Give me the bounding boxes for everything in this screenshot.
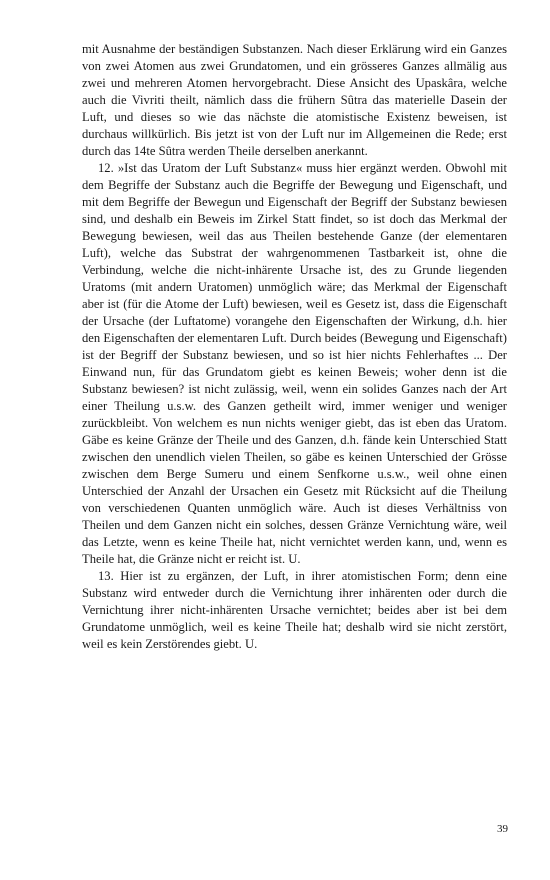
paragraph-sutra-12: 12. »Ist das Uratom der Luft Substanz« muss hier ergänzt werden. Obwohl mit dem Begriffe der Substanz auch die Begriffe der Bewegung und Eigenschaft, und mit dem Begriffe der Bewegun und Eigenschaft der Begriff der Substanz bewiesen sind, und deshalb ein Beweis im Zirkel Statt findet, so ist doch das Merkmal der Bewegung bewiesen, weil das aus Theilen bestehende Ganze (der elementaren Luft), welche das Substrat der wahrgenommenen Tastbarkeit ist, ohne die Verbindung, welche die nicht-inhärente Ursache ist, des zu Grunde liegenden Uratoms (mit andern Uratomen) unmöglich wäre; das Merkmal der Eigenschaft aber ist (für die Atome der Luft) bewiesen, weil es Gesetz ist, dass die Eigenschaft der Ursache (der Luftatome) vorangehe den Eigenschaften der Wirkung, d.h. hier den Eigenschaften der elementaren Luft. Durch beides (Bewegung und Eigenschaft) ist der Begriff der Substanz bewiesen, und so ist hier nichts Fehlerhaftes ... Der Einwand nun, für das Grundatom giebt es keinen Beweis; woher denn ist die Substanz bewiesen? ist nicht zulässig, weil, wenn ein solides Ganzes nach der Art einer Theilung u.s.w. des Ganzen getheilt wird, immer weniger und weniger zurückbleibt. Von welchem es nun nichts weniger giebt, das ist eben das Uratom. Gäbe es keine Gränze der Theile und des Ganzen, d.h. fände kein Unterschied Statt zwischen den unendlich vielen Theilen, so gäbe es keinen Unterschied der Grösse zwischen dem Berge Sumeru und einem Senfkorne u.s.w., weil ohne einen Unterschied der Anzahl der Ursachen ein Gesetz mit Rücksicht auf die Theilung von verschiedenen Quanten unmöglich wäre. Auch ist dieses Verhältniss von Theilen und dem Ganzen nicht ein solches, dessen Gränze Vernichtung wäre, weil das Letzte, wenn es keine Theile hat, nicht vernichtet werden kann, und, wenn es Theile hat, die Gränze nicht er reicht ist. U. (82, 161, 507, 566)
body-text (82, 41, 507, 653)
page-number: 39 (497, 823, 508, 835)
paragraph-sutra-13: 13. Hier ist zu ergänzen, der Luft, in ihrer atomistischen Form; denn eine Substanz wird entweder durch die Vernichtung ihrer inhärenten oder durch die Vernichtung ihrer nicht-inhärenten Ursache vernichtet; beides aber ist bei dem Grundatome unmöglich, weil es keine Theile hat; deshalb wird sie nicht zerstört, weil es kein Zerstörendes giebt. U. (82, 569, 507, 651)
paragraph-continuation: mit Ausnahme der beständigen Substanzen. Nach dieser Erklärung wird ein Ganzes von zwei Atomen aus zwei Grundatomen, und ein grösseres Ganzes allmälig aus zwei und mehreren Atomen hervorgebracht. Diese Ansicht des Upaskâra, welche auch die Vivriti theilt, nämlich dass die frühern Sûtra das materielle Dasein der Luft, und dieses so wie das nächste die atomistische Existenz beweisen, ist durchaus willkürlich. Bis jetzt ist von der Luft nur im Allgemeinen die Rede; erst durch das 14te Sûtra werden Theile derselben anerkannt. (82, 42, 507, 158)
